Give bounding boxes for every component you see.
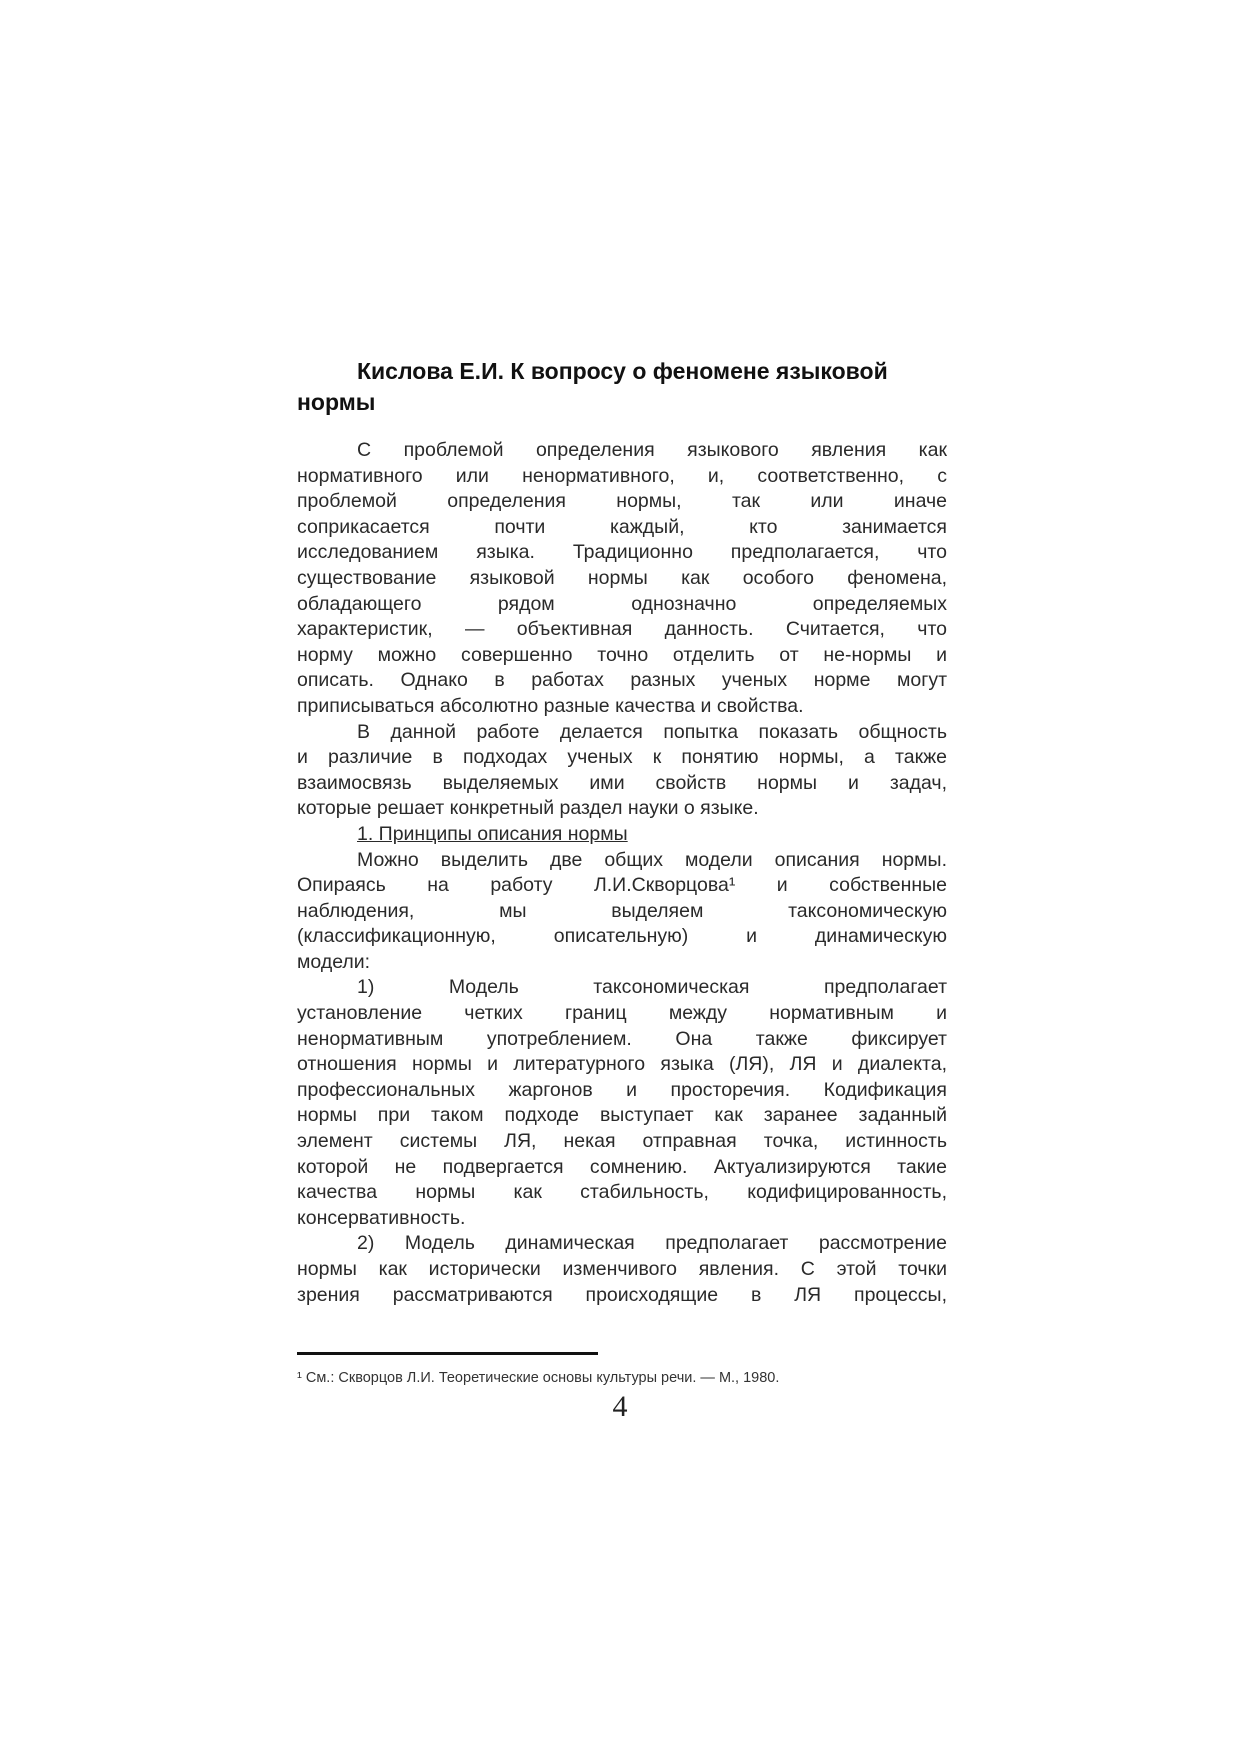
footnote-divider xyxy=(297,1352,598,1355)
paragraph-line: нормы при таком подходе выступает как заранее заданный xyxy=(297,1104,947,1127)
paragraph-line: 1) Модель таксономическая предполагает xyxy=(357,976,947,999)
paragraph-line: элемент системы ЛЯ, некая отправная точка, истинность xyxy=(297,1130,947,1153)
paragraph-line: нормативного или ненормативного, и, соответственно, с xyxy=(297,464,947,487)
page-number: 4 xyxy=(612,1390,628,1423)
paragraph-line: Опираясь на работу Л.И.Скворцова¹ и собственные xyxy=(297,874,947,897)
article-title xyxy=(297,356,947,418)
paragraph-line: отношения нормы и литературного языка (ЛЯ), ЛЯ и диалекта, xyxy=(297,1053,947,1076)
title-line-2: нормы xyxy=(297,389,376,415)
paragraph-line: нормы как исторически изменчивого явления. С этой точки xyxy=(297,1258,947,1280)
paragraph-line: приписываться абсолютно разные качества и свойства. xyxy=(297,694,804,717)
paragraph-line: норму можно совершенно точно отделить от не-нормы и xyxy=(297,643,947,666)
paragraph-line: соприкасается почти каждый, кто занимается xyxy=(297,515,947,538)
paragraph-line: обладающего рядом однозначно определяемых xyxy=(297,592,947,615)
title-line-1: Кислова Е.И. К вопросу о феномене языковой xyxy=(357,358,888,384)
paragraph-line: проблемой определения нормы, так или иначе xyxy=(297,490,947,513)
paragraph-line: исследованием языка. Традиционно предполагается, что xyxy=(297,541,947,564)
paragraph-line: С проблемой определения языкового явления как xyxy=(357,439,947,461)
paragraph-line: наблюдения, мы выделяем таксономическую xyxy=(297,899,947,922)
paragraph-line: (классификационную, описательную) и динамическую xyxy=(297,925,947,948)
paragraph-line: модели: xyxy=(297,950,371,973)
paragraph-line: зрения рассматриваются происходящие в ЛЯ процессы, xyxy=(297,1283,947,1306)
paragraph-line: В данной работе делается попытка показать общность xyxy=(357,720,947,743)
paragraph-line: которые решает конкретный раздел науки о языке. xyxy=(297,797,759,820)
paragraph-line: 2) Модель динамическая предполагает рассмотрение xyxy=(357,1232,947,1255)
section-heading: 1. Принципы описания нормы xyxy=(357,822,628,845)
paragraph-line: качества нормы как стабильность, кодифицированность, xyxy=(297,1181,947,1204)
paragraph-line: Можно выделить две общих модели описания нормы. xyxy=(357,848,947,871)
article-body xyxy=(297,438,947,1308)
paragraph-line: установление четких границ между нормативным и xyxy=(297,1002,947,1025)
paragraph-line: консервативность. xyxy=(297,1206,466,1229)
footnote: ¹ См.: Скворцов Л.И. Теоретические основы культуры речи. — М., 1980. xyxy=(297,1370,780,1386)
paragraph-line: характеристик, — объективная данность. Считается, что xyxy=(297,618,947,641)
paragraph-line: и различие в подходах ученых к понятию нормы, а также xyxy=(297,746,947,769)
paragraph-line: которой не подвергается сомнению. Актуализируются такие xyxy=(297,1155,947,1178)
paragraph-line: профессиональных жаргонов и просторечия. Кодификация xyxy=(297,1078,947,1101)
paragraph-line: взаимосвязь выделяемых ими свойств нормы и задач, xyxy=(297,771,947,794)
paragraph-line: описать. Однако в работах разных ученых норме могут xyxy=(297,669,947,692)
paragraph-line: ненормативным употреблением. Она также фиксирует xyxy=(297,1027,947,1050)
paragraph-line: существование языковой нормы как особого феномена, xyxy=(297,566,947,589)
